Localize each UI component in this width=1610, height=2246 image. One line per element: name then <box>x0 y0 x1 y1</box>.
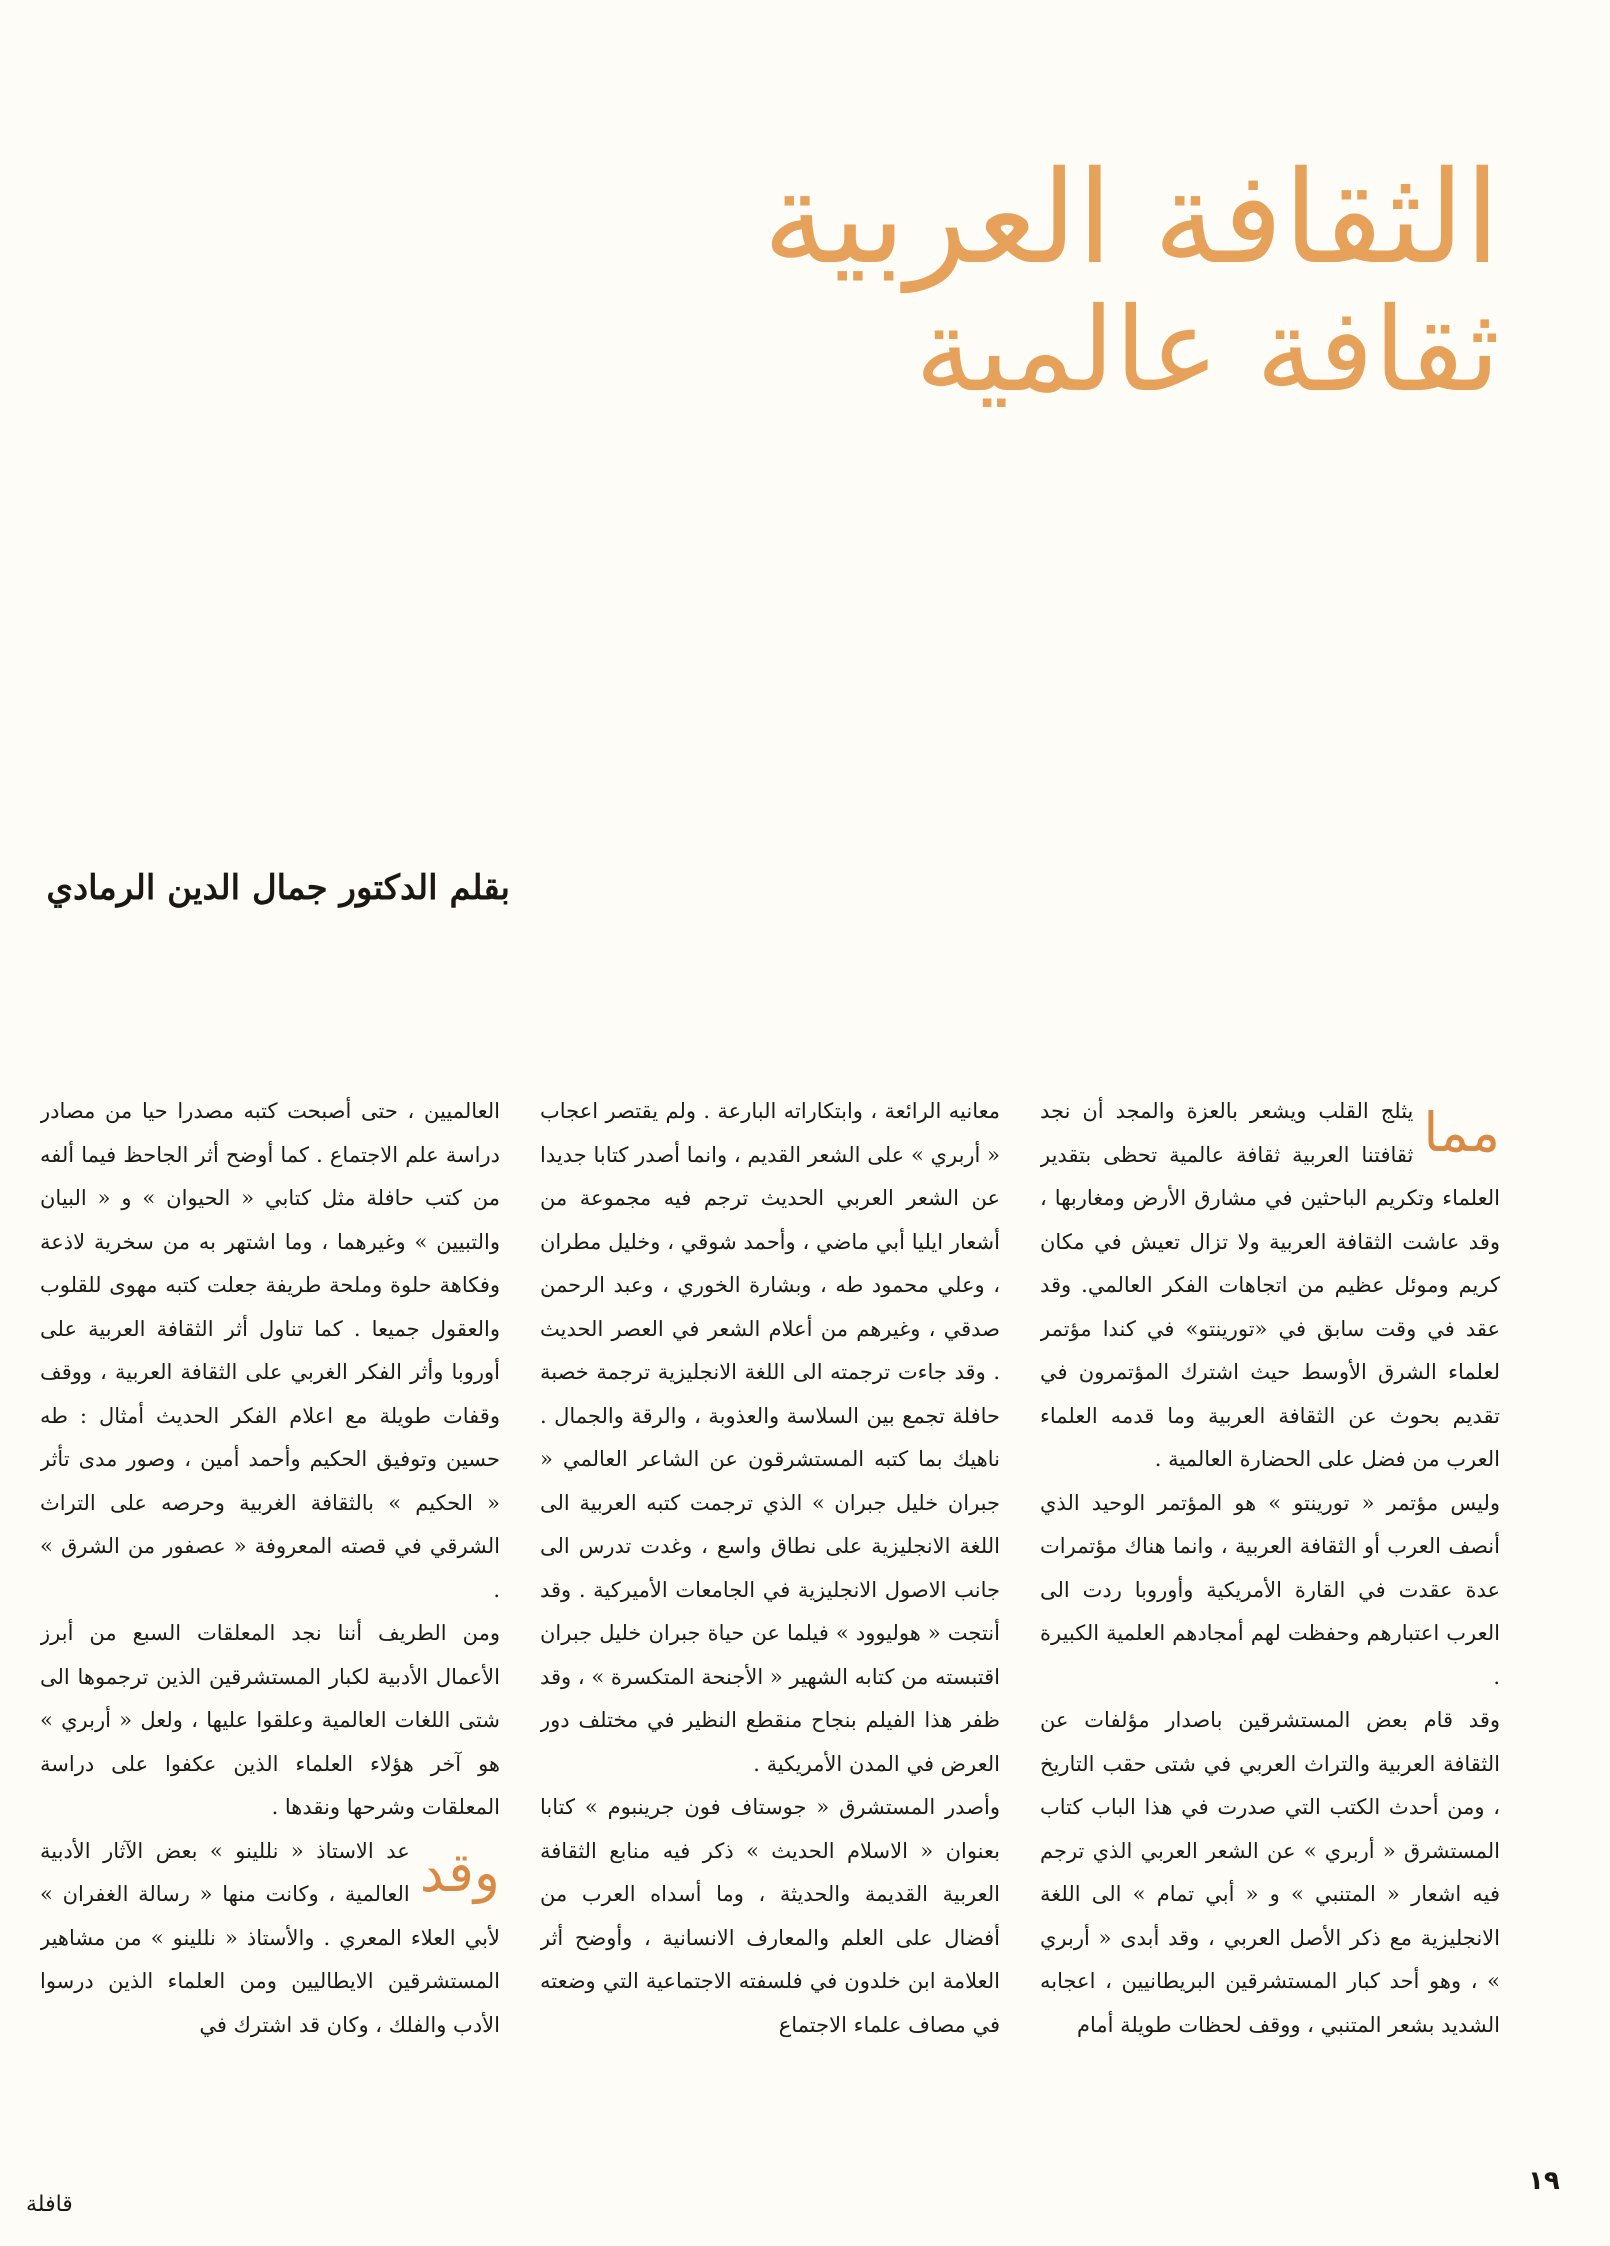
author-byline: بقلم الدكتور جمال الدين الرمادي <box>46 868 510 908</box>
paragraph: وليس مؤتمر « تورينتو » هو المؤتمر الوحيد الذي أنصف العرب أو الثقافة العربية ، وانما هناك مؤتمرات عدة عقدت في القارة الأمريكية وأوروبا ردت الى العرب اعتبارهم وحفظت لهم أمجادهم العلمية الكبيرة . <box>1040 1490 1500 1689</box>
paragraph: وأصدر المستشرق « جوستاف فون جرينبوم » كتابا بعنوان « الاسلام الحديث » ذكر فيه منابع الثقافة العربية القديمة والحديثة ، وما أسداه العرب من أفضال على العلم والمعارف الانسانية ، وأوضح أثر العلامة ابن خلدون في فلسفته الاجتماعية التي وضعته في مصاف علماء الاجتماع <box>540 1795 1000 2037</box>
paragraph: يثلج القلب ويشعر بالعزة والمجد أن نجد ثقافتنا العربية ثقافة عالمية تحظى بتقدير العلماء وتكريم الباحثين في مشارق الأرض ومغاربها ، وقد عاشت الثقافة العربية ولا تزال تعيش في مكان كريم وموئل عظيم من اتجاهات الفكر العالمي. وقد عقد في وقت سابق في «تورينتو» في كندا مؤتمر لعلماء الشرق الأوسط حيث اشترك المؤتمرون في تقديم بحوث عن الثقافة العربية وما قدمه العلماء العرب من فضل على الحضارة العالمية . <box>1040 1099 1500 1471</box>
column-middle <box>540 1090 1000 2125</box>
article-body <box>40 1090 1500 2125</box>
paragraph: وقد قام بعض المستشرقين باصدار مؤلفات عن الثقافة العربية والتراث العربي في شتى حقب التاريخ ، ومن أحدث الكتب التي صدرت في هذا الباب كتاب المستشرق « أربري » عن الشعر العربي الذي ترجم فيه اشعار « المتنبي » و « أبي تمام » الى اللغة الانجليزية مع ذكر الأصل العربي ، وقد أبدى « أربري » ، وهو أحد كبار المستشرقين البريطانيين ، اعجابه الشديد بشعر المتنبي ، ووقف لحظات طويلة أمام <box>1040 1708 1500 2037</box>
page-number: ١٩ <box>1528 2166 1560 2196</box>
drop-cap: مما <box>1423 1101 1500 1164</box>
drop-cap: وقد <box>419 1840 500 1904</box>
paragraph: العالميين ، حتى أصبحت كتبه مصدرا حيا من مصادر دراسة علم الاجتماع . كما أوضح أثر الجاحظ فيما ألفه من كتب حافلة مثل كتابي « الحيوان » و « البيان والتبيين » وغيرهما ، وما اشتهر به من سخرية لاذعة وفكاهة حلوة وملحة طريفة جعلت كتبه مهوى للقلوب والعقول جميعا . كما تناول أثر الثقافة العربية على أوروبا وأثر الفكر الغربي على الثقافة العربية ، ووقف وقفات طويلة مع اعلام الفكر الحديث أمثال : طه حسين وتوفيق الحكيم وأحمد أمين ، وصور مدى تأثر « الحكيم » بالثقافة الغربية وحرصه على التراث الشرقي في قصته المعروفة « عصفور من الشرق » . <box>40 1099 500 1602</box>
magazine-name: قافلة <box>26 2192 73 2217</box>
paragraph: ومن الطريف أننا نجد المعلقات السبع من أبرز الأعمال الأدبية لكبار المستشرقين الذين ترجموها الى شتى اللغات العالمية وعلقوا عليها ، ولعل « أربري » هو آخر هؤلاء العلماء الذين عكفوا على دراسة المعلقات وشرحها ونقدها . <box>40 1621 500 1819</box>
title-line-1: الثقافة العربية <box>762 144 1500 293</box>
column-left <box>40 1090 500 2125</box>
column-right <box>1040 1090 1500 2125</box>
paragraph: معانيه الرائعة ، وابتكاراته البارعة . ولم يقتصر اعجاب « أربري » على الشعر القديم ، وانما أصدر كتابا جديدا عن الشعر العربي الحديث ترجم فيه مجموعة من أشعار ايليا أبي ماضي ، وأحمد شوقي ، وخليل مطران ، وعلي محمود طه ، وبشارة الخوري ، وعبد الرحمن صدقي ، وغيرهم من أعلام الشعر في العصر الحديث . وقد جاءت ترجمته الى اللغة الانجليزية ترجمة خصبة حافلة تجمع بين السلاسة والعذوبة ، والرقة والجمال . ناهيك بما كتبه المستشرقون عن الشاعر العالمي « جبران خليل جبران » الذي ترجمت كتبه العربية الى اللغة الانجليزية على نطاق واسع ، وغدت تدرس الى جانب الاصول الانجليزية في الجامعات الأميركية . وقد أنتجت « هوليوود » فيلما عن حياة جبران خليل جبران اقتبسته من كتابه الشهير « الأجنحة المتكسرة » ، وقد ظفر هذا الفيلم بنجاح منقطع النظير في مختلف دور العرض في المدن الأمريكية . <box>540 1099 1000 1776</box>
paragraph: عد الاستاذ « نللينو » بعض الآثار الأدبية العالمية ، وكانت منها « رسالة الغفران » لأبي العلاء المعري . والأستاذ « نللينو » من مشاهير المستشرقين الايطاليين ومن العلماء الذين درسوا الأدب والفلك ، وكان قد اشترك في <box>40 1838 500 2037</box>
title-line-2: ثقافة عالمية <box>915 283 1500 419</box>
article-title <box>40 144 1500 419</box>
